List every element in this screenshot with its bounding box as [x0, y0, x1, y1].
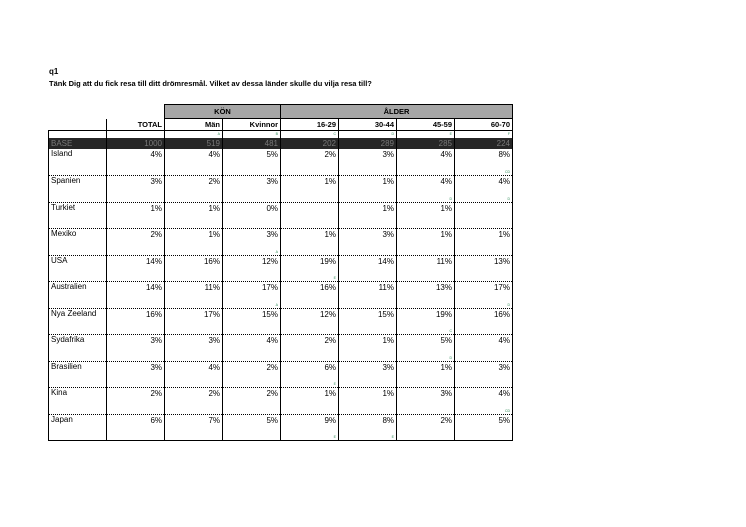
cell-percent: 2% [324, 150, 336, 159]
cell-percent: 1% [440, 203, 452, 213]
significance-letter: E [333, 276, 336, 280]
cell-percent: 5% [266, 150, 278, 159]
cell-percent: 3% [440, 389, 452, 398]
cell-percent: 9% [324, 415, 336, 425]
cell-value [397, 388, 455, 415]
cell-value [455, 388, 513, 415]
cell-value [339, 149, 397, 176]
cell-percent: 4% [440, 150, 452, 159]
cell-percent: 1% [382, 336, 394, 345]
cell-value [397, 255, 455, 282]
significance-letter: CD [504, 408, 510, 413]
cell-value [107, 255, 165, 282]
significance-letter: CD [504, 170, 510, 174]
cell-percent: 4% [440, 177, 452, 186]
cell-value [281, 361, 339, 388]
cell-percent: 1% [324, 230, 336, 239]
base-value: 1000 [107, 138, 165, 149]
cell-value [339, 255, 397, 282]
base-value: 224 [455, 138, 513, 149]
column-letter: B [223, 131, 281, 139]
cell-percent: 4% [498, 336, 510, 345]
cell-value [397, 149, 455, 176]
table-row [49, 388, 513, 415]
cell-value [223, 335, 281, 362]
cell-percent: 2% [150, 389, 162, 398]
question-text: Tänk Dig att du fick resa till ditt drömresmål. Vilket av dessa länder skulle du vilja resa till? [49, 79, 372, 88]
cell-value [397, 176, 455, 203]
cell-value [223, 388, 281, 415]
cell-value [397, 282, 455, 309]
cell-percent: 3% [150, 336, 162, 345]
cell-value [281, 388, 339, 415]
cell-value [165, 361, 223, 388]
base-value: 202 [281, 138, 339, 149]
significance-letter: D [449, 196, 452, 201]
cell-percent: 0% [266, 203, 278, 213]
cell-value [107, 202, 165, 229]
significance-letter: C [449, 329, 452, 333]
cell-percent: 1% [498, 230, 510, 239]
cell-percent: 3% [498, 362, 510, 372]
cell-percent: 14% [145, 256, 162, 266]
cell-value [339, 361, 397, 388]
cell-value [223, 149, 281, 176]
cell-value [455, 414, 513, 441]
row-label: Australien [49, 282, 107, 309]
cell-percent: 17% [203, 309, 220, 319]
cell-value [397, 335, 455, 362]
significance-letter: E [333, 382, 336, 386]
column-header: 45-59 [397, 119, 455, 131]
cell-value [397, 308, 455, 335]
row-label: Nya Zeeland [49, 308, 107, 335]
cell-percent: 3% [382, 230, 394, 239]
cell-value [455, 202, 513, 229]
cell-percent: 11% [436, 256, 452, 266]
cell-percent: 2% [208, 389, 220, 398]
cell-value [223, 308, 281, 335]
cell-percent: 1% [382, 177, 394, 186]
cell-percent: 17% [261, 283, 278, 292]
table-row [49, 308, 513, 335]
cell-percent: 4% [208, 150, 220, 159]
column-letter: E [397, 131, 455, 139]
cell-value [455, 229, 513, 256]
cell-value [107, 229, 165, 256]
cell-percent: 4% [266, 336, 278, 345]
cell-value [339, 308, 397, 335]
cell-value [165, 282, 223, 309]
cell-percent: 5% [498, 415, 510, 425]
cell-percent: 2% [266, 362, 278, 372]
cell-percent: 6% [324, 362, 336, 372]
cell-percent: 3% [266, 230, 278, 239]
cell-percent: 1% [382, 203, 394, 213]
cell-value [223, 282, 281, 309]
cell-value [339, 388, 397, 415]
cell-value [165, 414, 223, 441]
cell-value [107, 414, 165, 441]
cell-percent: 5% [266, 415, 278, 425]
table-row [49, 255, 513, 282]
row-label: Sydafrika [49, 335, 107, 362]
cell-percent: 4% [498, 177, 510, 186]
cell-value [281, 176, 339, 203]
cell-value [165, 176, 223, 203]
cell-percent: 16% [319, 283, 336, 292]
cell-percent: 15% [261, 309, 278, 319]
cell-percent: 3% [382, 150, 394, 159]
cell-value [455, 308, 513, 335]
cell-percent: 4% [498, 389, 510, 398]
table-row [49, 282, 513, 309]
cell-value [165, 149, 223, 176]
column-header: Män [165, 119, 223, 131]
cell-value [223, 414, 281, 441]
cell-value [165, 335, 223, 362]
table-row [49, 335, 513, 362]
cell-percent: 2% [150, 230, 162, 239]
cell-percent: 19% [319, 256, 336, 266]
cell-value [107, 361, 165, 388]
cell-value [107, 308, 165, 335]
cell-value [107, 282, 165, 309]
cell-percent: 4% [150, 150, 162, 159]
column-header: Kvinnor [223, 119, 281, 131]
cell-percent: 1% [324, 389, 336, 398]
letter-blank [49, 131, 107, 139]
cell-percent: 12% [261, 256, 278, 266]
group-header-gender: KÖN [165, 105, 281, 119]
column-letter [107, 131, 165, 139]
cell-percent: 19% [435, 309, 452, 319]
cell-value [223, 255, 281, 282]
table-row [49, 149, 513, 176]
base-label: BASE [49, 138, 107, 149]
cell-value [339, 335, 397, 362]
crosstab-table [48, 104, 513, 441]
significance-letter: D [449, 355, 452, 360]
cell-value [397, 361, 455, 388]
group-header-age: ÅLDER [281, 105, 513, 119]
cell-percent: 3% [150, 362, 162, 372]
cell-value [455, 149, 513, 176]
column-header: 30-44 [339, 119, 397, 131]
table-row [49, 414, 513, 441]
column-letter: D [339, 131, 397, 139]
cell-percent: 17% [493, 283, 510, 292]
significance-letter: D [507, 302, 510, 307]
cell-value [281, 149, 339, 176]
cell-percent: 8% [382, 415, 394, 425]
cell-percent: 1% [208, 230, 220, 239]
cell-value [455, 335, 513, 362]
cell-percent: 2% [440, 415, 452, 425]
cell-percent: 13% [435, 283, 452, 292]
cell-percent: 1% [382, 389, 394, 398]
cell-value [223, 202, 281, 229]
cell-percent: 7% [208, 415, 220, 425]
cell-percent: 15% [377, 309, 394, 319]
cell-value [281, 335, 339, 362]
cell-value [107, 149, 165, 176]
table-row [49, 361, 513, 388]
cell-percent: 16% [145, 309, 162, 319]
column-letter: A [165, 131, 223, 139]
significance-letter: E [391, 435, 394, 439]
cell-value [165, 202, 223, 229]
cell-value [165, 229, 223, 256]
cell-percent: 16% [203, 256, 220, 266]
cell-value [223, 229, 281, 256]
cell-value [281, 229, 339, 256]
table-row [49, 176, 513, 203]
question-id: q1 [49, 67, 59, 76]
cell-percent: 2% [208, 177, 220, 186]
cell-value [397, 229, 455, 256]
cell-value [165, 308, 223, 335]
cell-value [455, 255, 513, 282]
cell-percent: 2% [266, 389, 278, 398]
cell-value [281, 308, 339, 335]
cell-value [107, 176, 165, 203]
cell-percent: 11% [204, 283, 220, 292]
base-value: 289 [339, 138, 397, 149]
table-row [49, 229, 513, 256]
cell-value [223, 361, 281, 388]
column-letter: C [281, 131, 339, 139]
cell-value [107, 335, 165, 362]
cell-value [165, 255, 223, 282]
cell-percent: 13% [493, 256, 510, 266]
row-label: USA [49, 255, 107, 282]
row-label: Kina [49, 388, 107, 415]
cell-value [397, 202, 455, 229]
cell-percent: 8% [498, 150, 510, 159]
table-row [49, 202, 513, 229]
cell-percent: 3% [266, 177, 278, 186]
significance-letter: E [333, 435, 336, 439]
cell-value [455, 176, 513, 203]
cell-value [455, 361, 513, 388]
cell-value [339, 414, 397, 441]
cell-percent: 3% [208, 336, 220, 345]
cell-percent: 4% [208, 362, 220, 372]
cell-percent: 11% [378, 283, 394, 292]
cell-percent: 3% [382, 362, 394, 372]
cell-value [165, 388, 223, 415]
significance-letter: A [275, 249, 278, 254]
cell-value [339, 202, 397, 229]
cell-value [339, 229, 397, 256]
cell-value [339, 282, 397, 309]
cell-percent: 3% [150, 177, 162, 186]
cell-percent: 12% [319, 309, 336, 319]
cell-percent: 14% [145, 283, 162, 292]
cell-value [223, 176, 281, 203]
row-label: Mexiko [49, 229, 107, 256]
cell-percent: 1% [150, 203, 162, 213]
row-label: Island [49, 149, 107, 176]
cell-percent: 6% [150, 415, 162, 425]
cell-percent: 1% [440, 230, 452, 239]
base-value: 481 [223, 138, 281, 149]
cell-percent: 5% [440, 336, 452, 345]
base-value: 519 [165, 138, 223, 149]
row-label: Spanien [49, 176, 107, 203]
row-label: Brasilien [49, 361, 107, 388]
cell-percent: 14% [377, 256, 394, 266]
column-header: TOTAL [107, 119, 165, 131]
row-label: Japan [49, 414, 107, 441]
cell-percent: 1% [208, 203, 220, 213]
base-value: 285 [397, 138, 455, 149]
cell-value [397, 414, 455, 441]
significance-letter: A [275, 302, 278, 307]
significance-letter: D [507, 196, 510, 201]
cell-percent: 1% [324, 177, 336, 186]
cell-value [339, 176, 397, 203]
column-header: 60-70 [455, 119, 513, 131]
row-label: Turkiet [49, 202, 107, 229]
column-header: 16-29 [281, 119, 339, 131]
cell-value [107, 388, 165, 415]
cell-percent: 16% [493, 309, 510, 319]
cell-percent: 1% [440, 362, 452, 372]
cell-percent: 2% [324, 336, 336, 345]
cell-value [455, 282, 513, 309]
column-letter: F [455, 131, 513, 139]
cell-value [281, 255, 339, 282]
cell-value [281, 202, 339, 229]
cell-value [281, 282, 339, 309]
cell-value [281, 414, 339, 441]
header-blank [49, 119, 107, 131]
